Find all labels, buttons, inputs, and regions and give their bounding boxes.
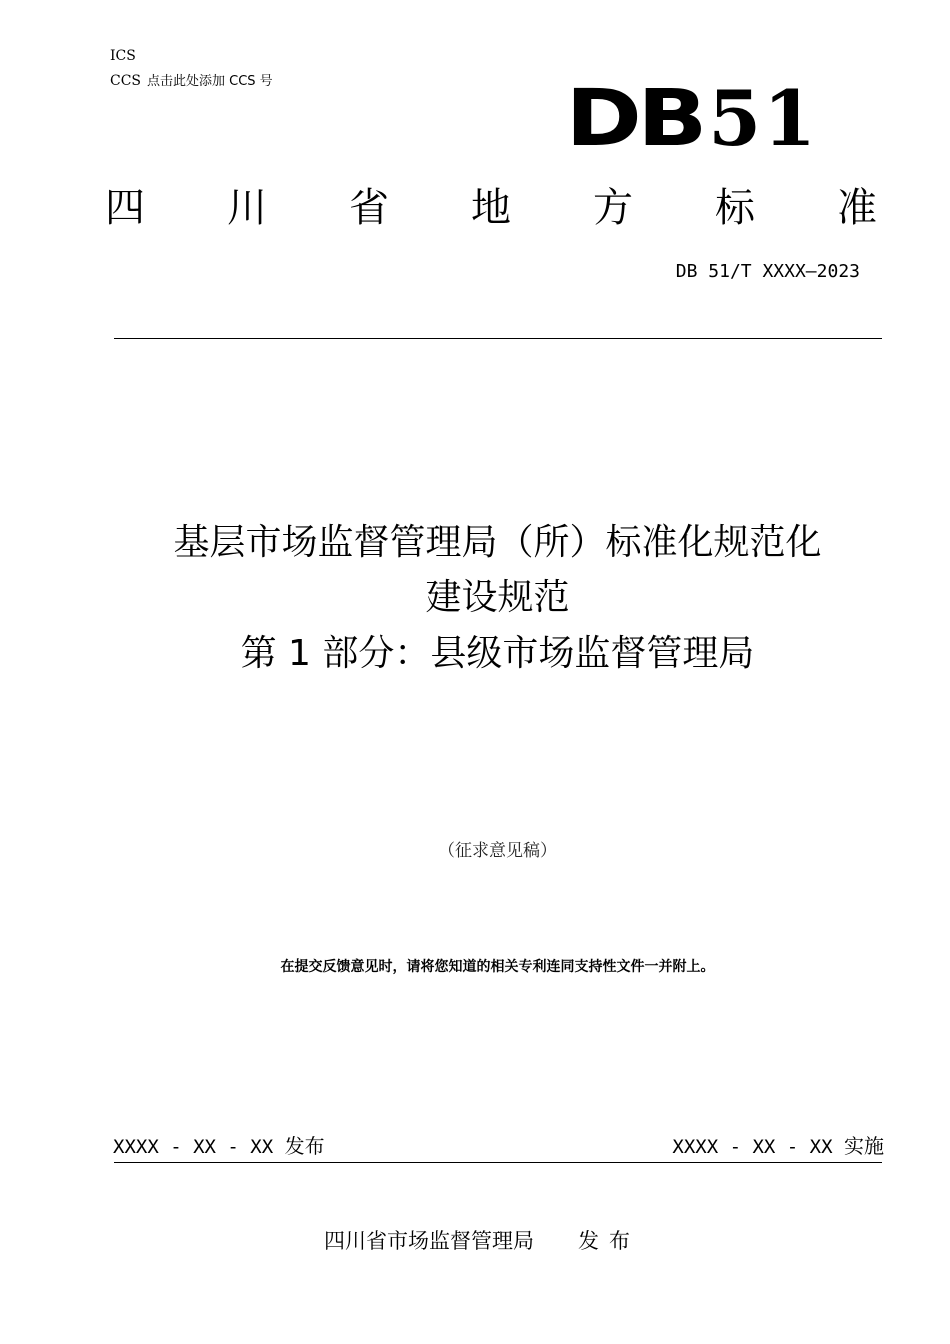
ics-label: ICS [110,48,136,64]
province-title-char: 标 [715,185,755,231]
logo-letters: DB [565,74,703,164]
ics-line [110,47,136,65]
issue-date-label: 发布 [284,1134,325,1158]
issue-date [113,1132,325,1161]
implementation-date-value: XXXX - XX - XX [672,1136,833,1158]
province-title-char: 川 [227,185,267,231]
top-divider [114,338,882,339]
implementation-date [672,1132,884,1161]
publisher-action: 发布 [578,1229,640,1253]
db51-logo [565,74,818,164]
ccs-label: CCS [110,73,142,89]
province-title-char: 省 [349,185,389,231]
document-title-line-3: 第 1 部分：县级市场监督管理局 [240,633,755,674]
document-title-line-1: 基层市场监督管理局（所）标准化规范化 [173,522,822,563]
province-standard-title [105,182,877,234]
province-title-char: 地 [471,185,511,231]
bottom-divider [114,1162,882,1163]
draft-status: （征求意见稿） [438,841,557,861]
province-title-char: 准 [837,185,877,231]
ccs-placeholder-field[interactable]: 点击此处添加 CCS 号 [147,74,273,89]
implementation-date-label: 实施 [844,1134,884,1158]
ccs-line [110,72,273,91]
document-title-line-2: 建设规范 [425,577,570,618]
province-title-char: 方 [593,185,633,231]
province-title-char: 四 [105,185,145,231]
standard-code: DB 51/T XXXX—2023 [675,261,860,282]
publisher-line [324,1226,640,1256]
patent-notice: 在提交反馈意见时，请将您知道的相关专利连同支持性文件一并附上。 [280,959,715,975]
publisher-name: 四川省市场监督管理局 [324,1229,534,1253]
logo-number: 51 [708,74,818,163]
issue-date-value: XXXX - XX - XX [113,1136,274,1158]
